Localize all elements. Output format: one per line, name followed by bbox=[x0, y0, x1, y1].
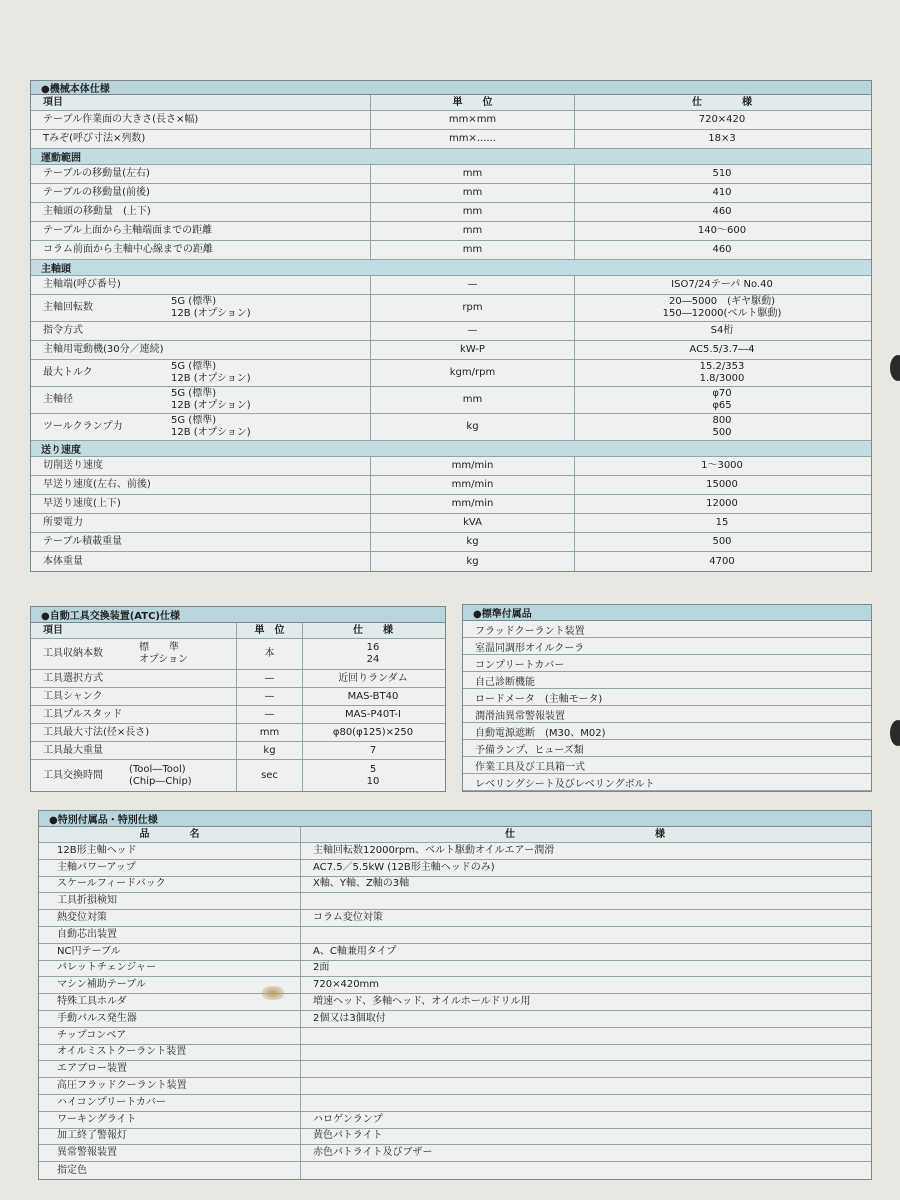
spec-cell bbox=[575, 241, 869, 259]
item-cell bbox=[31, 165, 371, 183]
spec-cell bbox=[303, 688, 443, 705]
item-cell bbox=[31, 387, 371, 413]
special-row bbox=[39, 977, 871, 994]
item-spec bbox=[301, 1162, 869, 1179]
unit-cell: rpm bbox=[371, 295, 575, 321]
special-row bbox=[39, 1145, 871, 1162]
special-row bbox=[39, 927, 871, 944]
item-spec bbox=[301, 927, 869, 943]
unit-cell: mm×...... bbox=[371, 130, 575, 148]
unit-cell: — bbox=[237, 688, 303, 705]
spec-row bbox=[31, 457, 871, 476]
unit-cell: sec bbox=[237, 760, 303, 791]
item-label: Tみぞ(呼び寸法×列数) bbox=[43, 133, 146, 144]
unit-cell: mm bbox=[371, 165, 575, 183]
item-label: テーブルの移動量(前後) bbox=[43, 187, 150, 198]
column-header: 品 名 bbox=[39, 827, 301, 842]
item-label: テーブルの移動量(左右) bbox=[43, 168, 150, 179]
spec-row bbox=[31, 203, 871, 222]
spec-row bbox=[31, 514, 871, 533]
special-row bbox=[39, 1095, 871, 1112]
spec-cell bbox=[575, 514, 869, 532]
spec-cell bbox=[303, 724, 443, 741]
item-spec bbox=[301, 1078, 869, 1094]
spec-value: MAS-P40T-I bbox=[345, 708, 401, 720]
unit-cell: kg bbox=[371, 533, 575, 551]
item-sub-labels bbox=[171, 360, 251, 386]
special-row bbox=[39, 944, 871, 961]
item-label: 最大トルク bbox=[43, 367, 93, 378]
item-spec: 増速ヘッド、多軸ヘッド、オイルホールドリル用 bbox=[313, 996, 531, 1008]
spec-cell bbox=[575, 295, 869, 321]
unit-cell: kgm/rpm bbox=[371, 360, 575, 386]
spec-row bbox=[31, 184, 871, 203]
item-label: 主軸回転数 bbox=[43, 302, 93, 313]
spec-cell bbox=[575, 203, 869, 221]
spec-row bbox=[31, 552, 871, 571]
spec-value: 18×3 bbox=[708, 133, 736, 144]
item-name: 自動芯出装置 bbox=[39, 927, 301, 943]
unit-cell: mm/min bbox=[371, 457, 575, 475]
accessory-item: ロードメータ (主軸モータ) bbox=[463, 689, 871, 706]
item-cell bbox=[31, 495, 371, 513]
item-spec: 720×420mm bbox=[313, 979, 380, 991]
item-cell bbox=[31, 639, 237, 669]
spec-value: AC5.5/3.7―4 bbox=[689, 344, 755, 355]
special-row bbox=[39, 1028, 871, 1045]
item-name: 高圧フラッドクーラント装置 bbox=[39, 1078, 301, 1094]
item-name: 熱変位対策 bbox=[39, 910, 301, 926]
sub-label: オプション bbox=[139, 654, 189, 665]
item-cell bbox=[31, 130, 371, 148]
sub-label: (Chip―Chip) bbox=[129, 775, 192, 787]
sub-label: (Tool―Tool) bbox=[129, 763, 186, 775]
unit-cell: kg bbox=[371, 552, 575, 571]
item-name: 12B形主軸ヘッド bbox=[39, 843, 301, 859]
accessory-item: コンプリートカバー bbox=[463, 655, 871, 672]
spec-row bbox=[31, 165, 871, 184]
atc-row bbox=[31, 688, 445, 706]
item-name: ワーキングライト bbox=[39, 1112, 301, 1128]
spec-row bbox=[31, 222, 871, 241]
item-spec: A、C軸兼用タイプ bbox=[313, 945, 397, 957]
sub-label: 5G (標準) bbox=[171, 296, 217, 307]
section-title: ●特別付属品・特別仕様 bbox=[39, 811, 871, 827]
item-cell bbox=[31, 688, 237, 705]
item-name: 特殊工具ホルダ bbox=[39, 994, 301, 1010]
accessory-item: フラッドクーラント装置 bbox=[463, 621, 871, 638]
spec-value: 15.2/353 bbox=[699, 361, 745, 372]
special-row bbox=[39, 1112, 871, 1129]
header-row bbox=[31, 623, 445, 639]
unit-cell: kg bbox=[371, 414, 575, 440]
item-label: 工具最大重量 bbox=[43, 744, 103, 756]
atc-row bbox=[31, 639, 445, 670]
spec-value: 20―5000 (ギヤ駆動) bbox=[669, 296, 775, 307]
spec-cell bbox=[575, 276, 869, 294]
sub-label: 5G (標準) bbox=[171, 361, 217, 372]
spec-row bbox=[31, 276, 871, 295]
item-spec: 赤色パトライト及びブザー bbox=[313, 1147, 433, 1159]
unit-cell: — bbox=[237, 670, 303, 687]
item-name: ハイコンプリートカバー bbox=[39, 1095, 301, 1111]
spec-value: φ65 bbox=[712, 400, 732, 411]
spec-value: 近回りランダム bbox=[338, 672, 408, 684]
unit-cell: — bbox=[371, 322, 575, 340]
item-label: 工具交換時間 bbox=[43, 769, 103, 781]
spec-cell bbox=[303, 639, 443, 669]
spec-value: 7 bbox=[369, 744, 377, 756]
spec-cell bbox=[303, 760, 443, 791]
item-label: 工具選択方式 bbox=[43, 672, 103, 684]
item-spec: コラム変位対策 bbox=[313, 912, 383, 924]
item-sub-labels bbox=[139, 639, 188, 669]
item-name: 工具折損検知 bbox=[39, 893, 301, 909]
item-spec bbox=[301, 1028, 869, 1044]
spec-row bbox=[31, 130, 871, 149]
spec-value: 1.8/3000 bbox=[699, 373, 745, 384]
item-cell bbox=[31, 360, 371, 386]
spec-cell bbox=[575, 341, 869, 359]
spec-value: 800 bbox=[712, 415, 732, 426]
unit-cell: — bbox=[237, 706, 303, 723]
column-header: 項目 bbox=[31, 95, 371, 110]
item-label: テーブル積載重量 bbox=[43, 536, 123, 547]
special-row bbox=[39, 1045, 871, 1062]
atc-spec-table bbox=[30, 606, 446, 792]
item-cell bbox=[31, 742, 237, 759]
unit-cell: mm bbox=[371, 184, 575, 202]
item-cell bbox=[31, 414, 371, 440]
spec-cell bbox=[575, 130, 869, 148]
column-header: 単 位 bbox=[237, 623, 303, 638]
item-label: 工具最大寸法(径×長さ) bbox=[43, 726, 150, 738]
section-title: ●標準付属品 bbox=[463, 605, 871, 621]
special-accessories-table bbox=[38, 810, 872, 1180]
special-row bbox=[39, 1162, 871, 1179]
item-cell bbox=[31, 276, 371, 294]
item-label: 工具収納本数 bbox=[43, 648, 103, 659]
special-row bbox=[39, 1011, 871, 1028]
item-spec: X軸、Y軸、Z軸の3軸 bbox=[313, 878, 410, 890]
spec-value: ISO7/24テーパ No.40 bbox=[671, 279, 773, 290]
atc-row bbox=[31, 742, 445, 760]
spec-value: 460 bbox=[712, 206, 732, 217]
spec-value: φ80(φ125)×250 bbox=[332, 726, 414, 738]
special-row bbox=[39, 893, 871, 910]
spec-cell bbox=[575, 111, 869, 129]
category-row: 運動範囲 bbox=[31, 149, 871, 165]
item-label: 主軸用電動機(30分／連続) bbox=[43, 344, 164, 355]
spec-value: 510 bbox=[712, 168, 732, 179]
accessory-item: 潤滑油異常警報装置 bbox=[463, 706, 871, 723]
item-label: 工具シャンク bbox=[43, 690, 103, 702]
spec-value: 15000 bbox=[706, 479, 738, 490]
section-title: ●機械本体仕様 bbox=[31, 81, 871, 95]
unit-cell: mm bbox=[371, 222, 575, 240]
accessory-item: 作業工具及び工具箱一式 bbox=[463, 757, 871, 774]
item-spec: 黄色パトライト bbox=[313, 1130, 383, 1142]
item-cell bbox=[31, 203, 371, 221]
special-row bbox=[39, 1061, 871, 1078]
item-cell bbox=[31, 241, 371, 259]
spec-value: 150―12000(ベルト駆動) bbox=[662, 308, 782, 319]
spec-row bbox=[31, 533, 871, 552]
spec-cell bbox=[575, 165, 869, 183]
item-spec bbox=[301, 893, 869, 909]
item-label: 工具プルスタッド bbox=[43, 708, 123, 720]
unit-cell: mm bbox=[371, 387, 575, 413]
special-row bbox=[39, 1129, 871, 1146]
item-label: 切削送り速度 bbox=[43, 460, 103, 471]
unit-cell: kg bbox=[237, 742, 303, 759]
spec-cell bbox=[303, 706, 443, 723]
spec-value: 12000 bbox=[706, 498, 738, 509]
spec-row bbox=[31, 495, 871, 514]
spec-cell bbox=[575, 184, 869, 202]
category-row: 主軸頭 bbox=[31, 260, 871, 276]
spec-row bbox=[31, 341, 871, 360]
unit-cell: mm/min bbox=[371, 495, 575, 513]
item-label: 主軸端(呼び番号) bbox=[43, 279, 121, 290]
item-cell bbox=[31, 760, 237, 791]
spec-value: S4桁 bbox=[710, 325, 734, 336]
spec-cell bbox=[303, 670, 443, 687]
item-cell bbox=[31, 552, 371, 571]
item-name: チップコンベア bbox=[39, 1028, 301, 1044]
item-spec bbox=[301, 1061, 869, 1077]
spec-cell bbox=[575, 322, 869, 340]
item-sub-labels bbox=[129, 760, 192, 791]
accessory-item: レベリングシート及びレベリングボルト bbox=[463, 774, 871, 791]
item-label: 早送り速度(左右、前後) bbox=[43, 479, 151, 490]
item-label: 主軸頭の移動量 (上下) bbox=[43, 206, 151, 217]
item-cell bbox=[31, 457, 371, 475]
header-row bbox=[39, 827, 871, 843]
item-spec: ハロゲンランプ bbox=[313, 1113, 383, 1125]
item-label: 指令方式 bbox=[43, 325, 83, 336]
item-name: マシン補助テーブル bbox=[39, 977, 301, 993]
special-row bbox=[39, 877, 871, 894]
spec-cell bbox=[575, 360, 869, 386]
special-row bbox=[39, 910, 871, 927]
item-spec: 2個又は3個取付 bbox=[313, 1012, 386, 1024]
atc-row bbox=[31, 724, 445, 742]
unit-cell: 本 bbox=[237, 639, 303, 669]
unit-cell: — bbox=[371, 276, 575, 294]
binder-hole bbox=[890, 720, 900, 746]
item-name: 指定色 bbox=[39, 1162, 301, 1179]
unit-cell: mm bbox=[237, 724, 303, 741]
unit-cell: kVA bbox=[371, 514, 575, 532]
item-spec: 主軸回転数12000rpm、ベルト駆動オイルエアー潤滑 bbox=[313, 844, 555, 856]
header-row bbox=[31, 95, 871, 111]
stain-mark bbox=[262, 986, 284, 1000]
item-name: NC円テーブル bbox=[39, 944, 301, 960]
standard-accessories bbox=[462, 604, 872, 792]
spec-row bbox=[31, 322, 871, 341]
sub-label: 12B (オプション) bbox=[171, 373, 251, 384]
item-name: 異常警報装置 bbox=[39, 1145, 301, 1161]
item-name: 加工終了警報灯 bbox=[39, 1129, 301, 1145]
spec-value: 500 bbox=[712, 427, 732, 438]
machine-spec-table bbox=[30, 80, 872, 572]
accessory-item: 自動電源遮断 (M30、M02) bbox=[463, 723, 871, 740]
column-header: 仕 様 bbox=[505, 828, 665, 840]
unit-cell: mm×mm bbox=[371, 111, 575, 129]
accessory-item: 予備ランプ、ヒューズ類 bbox=[463, 740, 871, 757]
item-cell bbox=[31, 476, 371, 494]
spec-cell bbox=[575, 414, 869, 440]
spec-cell bbox=[575, 222, 869, 240]
item-spec bbox=[301, 1045, 869, 1061]
item-cell bbox=[31, 533, 371, 551]
spec-value: 10 bbox=[366, 775, 380, 787]
item-cell bbox=[31, 322, 371, 340]
spec-cell bbox=[575, 387, 869, 413]
item-name: パレットチェンジャー bbox=[39, 961, 301, 977]
item-name: 主軸パワーアップ bbox=[39, 860, 301, 876]
spec-value: 16 bbox=[366, 642, 380, 653]
item-label: テーブル作業面の大きさ(長さ×幅) bbox=[43, 114, 199, 125]
column-header: 仕 様 bbox=[692, 96, 752, 108]
sub-label: 5G (標準) bbox=[171, 388, 217, 399]
item-name: 手動パルス発生器 bbox=[39, 1011, 301, 1027]
column-header: 単 位 bbox=[371, 95, 575, 110]
item-cell bbox=[31, 184, 371, 202]
item-cell bbox=[31, 341, 371, 359]
item-spec: AC7.5／5.5kW (12B形主軸ヘッドのみ) bbox=[313, 861, 495, 873]
item-sub-labels bbox=[171, 387, 251, 413]
item-cell bbox=[31, 111, 371, 129]
accessory-item: 自己診断機能 bbox=[463, 672, 871, 689]
item-spec: 2面 bbox=[313, 962, 330, 974]
spec-value: 460 bbox=[712, 244, 732, 255]
special-row bbox=[39, 1078, 871, 1095]
sub-label: 12B (オプション) bbox=[171, 400, 251, 411]
sub-label: 標 準 bbox=[139, 642, 179, 653]
item-label: 早送り速度(上下) bbox=[43, 498, 121, 509]
binder-hole bbox=[890, 355, 900, 381]
column-header: 仕 様 bbox=[353, 624, 393, 636]
item-cell bbox=[31, 514, 371, 532]
item-name: スケールフィードバック bbox=[39, 877, 301, 893]
unit-cell: mm bbox=[371, 203, 575, 221]
sub-label: 12B (オプション) bbox=[171, 308, 251, 319]
spec-value: 720×420 bbox=[698, 114, 746, 125]
spec-cell bbox=[575, 476, 869, 494]
spec-value: 5 bbox=[369, 763, 377, 775]
item-sub-labels bbox=[171, 295, 251, 321]
spec-value: 500 bbox=[712, 536, 732, 547]
item-label: 本体重量 bbox=[43, 555, 83, 567]
spec-cell bbox=[575, 533, 869, 551]
spec-row bbox=[31, 295, 871, 322]
spec-value: 24 bbox=[366, 654, 380, 665]
atc-row bbox=[31, 670, 445, 688]
accessory-item: 室温同調形オイルクーラ bbox=[463, 638, 871, 655]
unit-cell: kW-P bbox=[371, 341, 575, 359]
item-label: 主軸径 bbox=[43, 394, 73, 405]
item-cell bbox=[31, 222, 371, 240]
item-cell bbox=[31, 295, 371, 321]
unit-cell: mm/min bbox=[371, 476, 575, 494]
atc-row bbox=[31, 760, 445, 791]
item-label: ツールクランプ力 bbox=[43, 421, 123, 432]
spec-cell bbox=[575, 457, 869, 475]
spec-value: MAS-BT40 bbox=[347, 690, 399, 702]
spec-row bbox=[31, 476, 871, 495]
spec-value: φ70 bbox=[712, 388, 732, 399]
spec-value: 4700 bbox=[709, 555, 735, 567]
section-title: ●自動工具交換装置(ATC)仕様 bbox=[31, 607, 445, 623]
category-row: 送り速度 bbox=[31, 441, 871, 457]
item-label: テーブル上面から主軸端面までの距離 bbox=[43, 225, 213, 236]
item-spec bbox=[301, 1095, 869, 1111]
item-sub-labels bbox=[171, 414, 251, 440]
item-name: オイルミストクーラント装置 bbox=[39, 1045, 301, 1061]
special-row bbox=[39, 860, 871, 877]
spec-value: 15 bbox=[715, 517, 729, 528]
spec-cell bbox=[303, 742, 443, 759]
spec-value: 140～600 bbox=[697, 225, 747, 236]
sub-label: 12B (オプション) bbox=[171, 427, 251, 438]
spec-row bbox=[31, 241, 871, 260]
spec-row bbox=[31, 111, 871, 130]
spec-cell bbox=[575, 552, 869, 571]
spec-row bbox=[31, 387, 871, 414]
item-label: コラム前面から主軸中心線までの距離 bbox=[43, 244, 213, 255]
atc-row bbox=[31, 706, 445, 724]
item-cell bbox=[31, 670, 237, 687]
sub-label: 5G (標準) bbox=[171, 415, 217, 426]
column-header: 項目 bbox=[31, 623, 237, 638]
spec-cell bbox=[575, 495, 869, 513]
item-label: 所要電力 bbox=[43, 517, 83, 528]
item-cell bbox=[31, 706, 237, 723]
special-row bbox=[39, 843, 871, 860]
item-cell bbox=[31, 724, 237, 741]
spec-value: 410 bbox=[712, 187, 732, 198]
spec-row bbox=[31, 360, 871, 387]
unit-cell: mm bbox=[371, 241, 575, 259]
item-name: エアブロー装置 bbox=[39, 1061, 301, 1077]
spec-row bbox=[31, 414, 871, 441]
special-row bbox=[39, 994, 871, 1011]
spec-value: 1～3000 bbox=[701, 460, 743, 471]
special-row bbox=[39, 961, 871, 978]
